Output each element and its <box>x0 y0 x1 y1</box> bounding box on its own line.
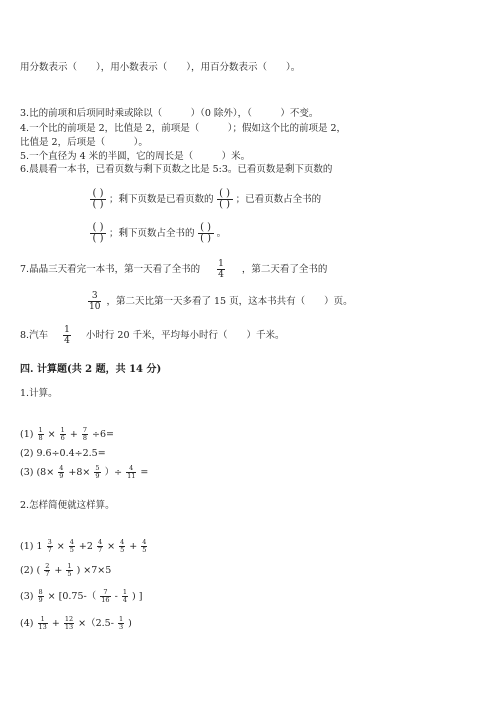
fraction-representation-line: 用分数表示（ ），用小数表示（ ），用百分数表示（ ）。 <box>20 62 301 73</box>
calc-2-problem-2: (2) ( $\frac{2}{7}$ + $\frac{1}{5}$ ) ×7×5 <box>20 562 112 578</box>
calc-1-problem-3: (3) (8× $\frac{4}{9}$ +8× $\frac{5}{9}$ ）÷ $\frac{4}{11}$ = <box>20 464 149 480</box>
calc-2-problem-4: (4) $\frac{1}{13}$ + $\frac{12}{13}$ ×（2.5- $\frac{1}{3}$ ) <box>20 615 132 631</box>
fraction: $\frac{4}{9}$ <box>59 464 64 480</box>
fraction: $\frac{4}{5}$ <box>142 538 147 554</box>
calc-1-problem-1: (1) $\frac{1}{8}$ × $\frac{1}{6}$ + $\frac{7}{8}$ ÷6= <box>20 426 114 442</box>
fraction: $\frac{4}{11}$ <box>127 464 136 480</box>
fraction: $\frac{7}{8}$ <box>82 426 87 442</box>
calc-1-problem-2: (2) 9.6÷0.4÷2.5= <box>20 448 106 459</box>
fraction: $\frac{1}{3}$ <box>118 615 124 631</box>
fraction: $\frac{12}{13}$ <box>64 615 74 631</box>
question-5: 5.一个直径为 4 米的半圆，它的周长是（ ）米。 <box>20 151 251 162</box>
fraction: $\frac{4}{5}$ <box>69 538 74 554</box>
question-6-row-2 <box>90 223 226 244</box>
calc-2-problem-3: (3) $\frac{8}{9}$ × [0.75-（ $\frac{7}{16}$ - $\frac{1}{4}$ ) ] <box>20 588 143 604</box>
question-6: 6.晨晨看一本书，已看页数与剩下页数之比是 5:3。已看页数是剩下页数的 <box>20 164 333 175</box>
calc-1-title: 1.计算。 <box>20 388 58 399</box>
fraction: $\frac{3}{7}$ <box>47 538 52 554</box>
question-6-text: ；已看页数占全书的 <box>235 194 322 205</box>
answer-fraction-blank[interactable]: ( ) ( ) <box>90 223 106 244</box>
question-8-text: 小时行 20 千米，平均每小时行（ ）千米。 <box>85 330 285 341</box>
question-6-text: ；剩下页数占全书的 <box>109 228 195 239</box>
fraction: $\frac{1}{4}$ <box>218 259 224 280</box>
fraction: $\frac{1}{8}$ <box>38 426 43 442</box>
fraction: $\frac{3}{10}$ <box>89 291 101 312</box>
calc-2-problem-1: (1) 1 $\frac{3}{7}$ × $\frac{4}{5}$ +2 $\frac{4}{7}$ × $\frac{4}{5}$ + $\frac{4}{5}$ <box>20 538 147 554</box>
fraction: $\frac{1}{5}$ <box>67 562 72 578</box>
question-7-text: ，第二天看了全书的 <box>241 264 328 275</box>
question-7-text: 7.晶晶三天看完一本书，第一天看了全书的 <box>20 264 201 275</box>
fraction: $\frac{7}{16}$ <box>101 588 110 604</box>
section-heading: 四. 计算题(共 2 题，共 14 分) <box>20 364 162 375</box>
question-6-row-1 <box>90 189 321 210</box>
question-8 <box>20 325 285 346</box>
question-7-line-2 <box>86 291 353 312</box>
question-7-line-1 <box>20 259 327 280</box>
question-8-text: 8.汽车 <box>20 330 49 341</box>
fraction: $\frac{1}{6}$ <box>60 426 65 442</box>
fraction: $\frac{4}{7}$ <box>97 538 103 554</box>
calc-2-title: 2.怎样简便就这样算。 <box>20 500 115 511</box>
fraction: $\frac{1}{4}$ <box>64 325 70 346</box>
question-6-text: ；剩下页数是已看页数的 <box>109 194 214 205</box>
question-6-text: 。 <box>216 228 227 239</box>
fraction: $\frac{5}{9}$ <box>95 464 100 480</box>
fraction: $\frac{4}{5}$ <box>120 538 125 554</box>
question-4-line-1: 4.一个比的前项是 2，比值是 2，前项是（ ）；假如这个比的前项是 2， <box>20 123 347 134</box>
question-7-text: ，第二天比第一天多看了 15 页，这本书共有（ ）页。 <box>106 296 353 307</box>
question-4-line-2: 比值是 2，后项是（ ）。 <box>20 137 148 148</box>
answer-fraction-blank[interactable]: ( ) ( ) <box>90 189 106 210</box>
fraction: $\frac{2}{7}$ <box>45 562 50 578</box>
answer-fraction-blank[interactable]: ( ) ( ) <box>198 223 214 244</box>
fraction: $\frac{8}{9}$ <box>38 588 43 604</box>
fraction: $\frac{1}{4}$ <box>122 588 127 604</box>
question-3: 3.比的前项和后项同时乘或除以（ ）（0 除外），（ ）不变。 <box>20 108 319 119</box>
fraction: $\frac{1}{13}$ <box>38 615 47 631</box>
answer-fraction-blank[interactable]: ( ) ( ) <box>217 189 233 210</box>
